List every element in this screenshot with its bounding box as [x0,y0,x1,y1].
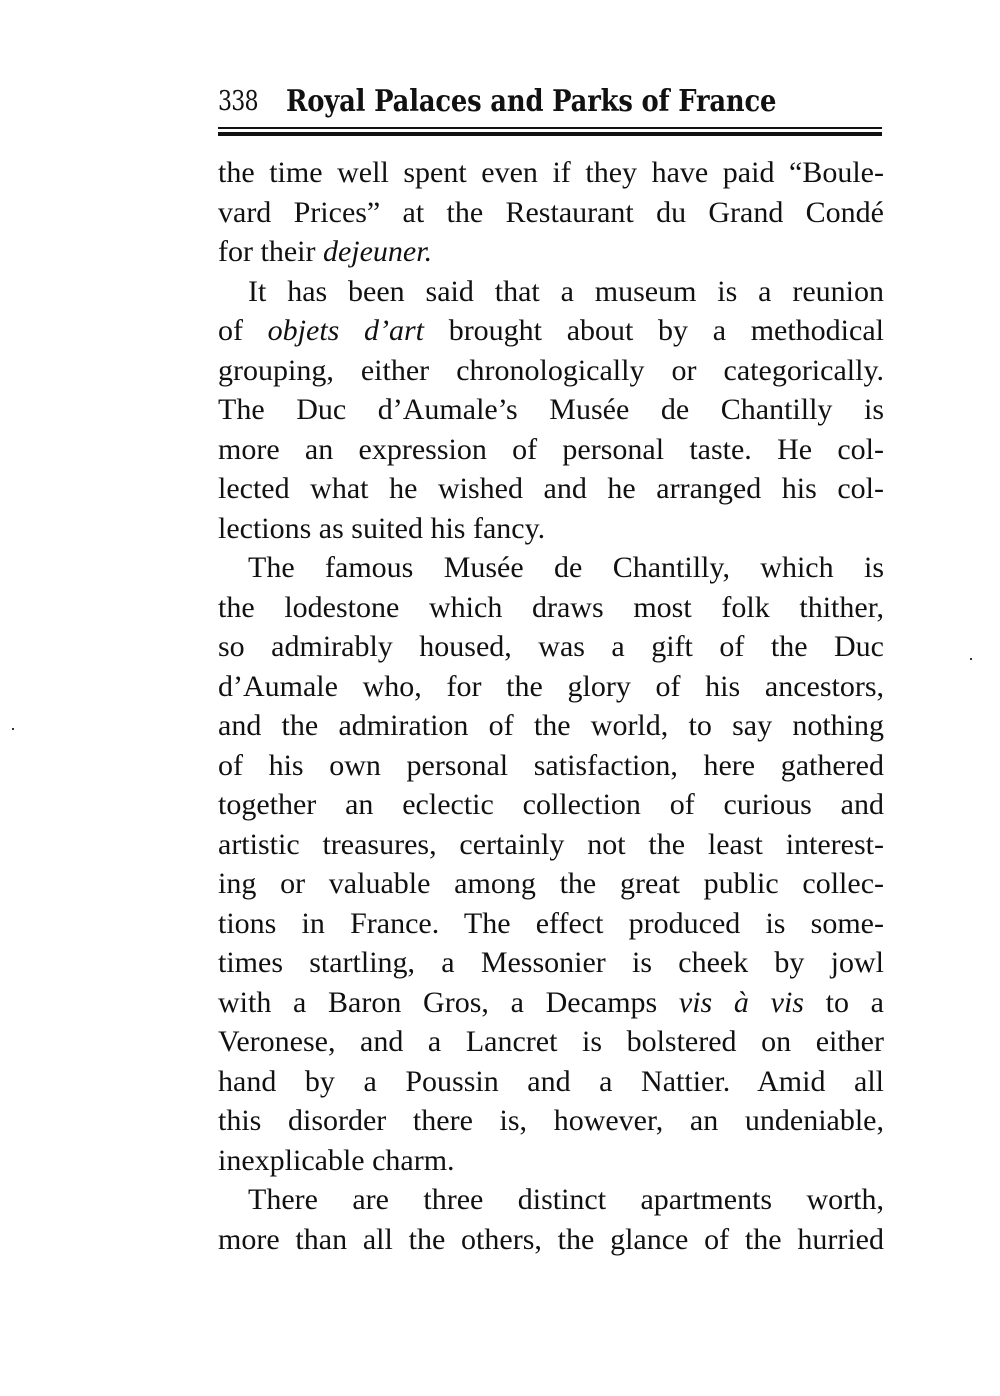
text-line: with a Baron Gros, a Decamps vis à vis to a [218,985,884,1019]
header-rule-thick [218,132,882,136]
scan-speck [12,728,14,730]
text-line: so admirably housed, was a gift of the Duc [218,630,884,663]
text-line: lections as suited his fancy. [218,511,546,545]
italic-phrase: vis à vis [678,985,804,1019]
body-text [218,153,884,1259]
text-line: The Duc d’Aumale’s Musée de Chantilly is [218,393,884,426]
text-line: lected what he wished and he arranged his col- [218,472,884,505]
running-head [218,80,884,124]
text-line: ing or valuable among the great public collec- [218,867,884,900]
paragraph [218,272,884,549]
book-page [218,80,884,124]
text-line: for their dejeuner. [218,235,433,268]
italic-phrase: dejeuner. [322,235,433,268]
text-line: There are three distinct apartments worth, [248,1183,884,1216]
text-line: the time well spent even if they have paid “Boule- [218,156,884,189]
text-line: grouping, either chronologically or categorically. [218,353,884,387]
text-line: the lodestone which draws most folk thither, [218,590,884,624]
text-line: Veronese, and a Lancret is bolstered on either [218,1025,884,1058]
text-line: together an eclectic collection of curious and [218,788,884,821]
text-line: times startling, a Messonier is cheek by jowl [218,946,884,979]
paragraph [218,153,884,272]
running-title: Royal Palaces and Parks of France [286,84,777,119]
text-line: vard Prices” at the Restaurant du Grand Condé [218,195,884,229]
text-line: inexplicable charm. [218,1143,455,1177]
text-line: of objets d’art brought about by a methodical [218,314,884,347]
text-line: tions in France. The effect produced is some- [218,906,884,940]
text-line: of his own personal satisfaction, here gathered [218,748,884,782]
text-line: and the admiration of the world, to say nothing [218,709,884,742]
paragraph [218,548,884,1180]
text-line: more than all the others, the glance of the hurried [218,1222,884,1256]
text-line: d’Aumale who, for the glory of his ancestors, [218,669,884,703]
text-line: hand by a Poussin and a Nattier. Amid all [218,1064,884,1098]
page-number: 338 [218,86,258,117]
paragraph [218,1180,884,1259]
text-line: The famous Musée de Chantilly, which is [248,551,884,584]
text-line: artistic treasures, certainly not the least interest- [218,827,884,861]
text-line: It has been said that a museum is a reunion [248,274,884,308]
header-rule-thin [218,127,882,129]
italic-phrase: objets d’art [267,314,425,347]
text-line: more an expression of personal taste. He col- [218,432,884,466]
text-line: this disorder there is, however, an undeniable, [218,1104,884,1137]
scan-speck [970,658,972,660]
